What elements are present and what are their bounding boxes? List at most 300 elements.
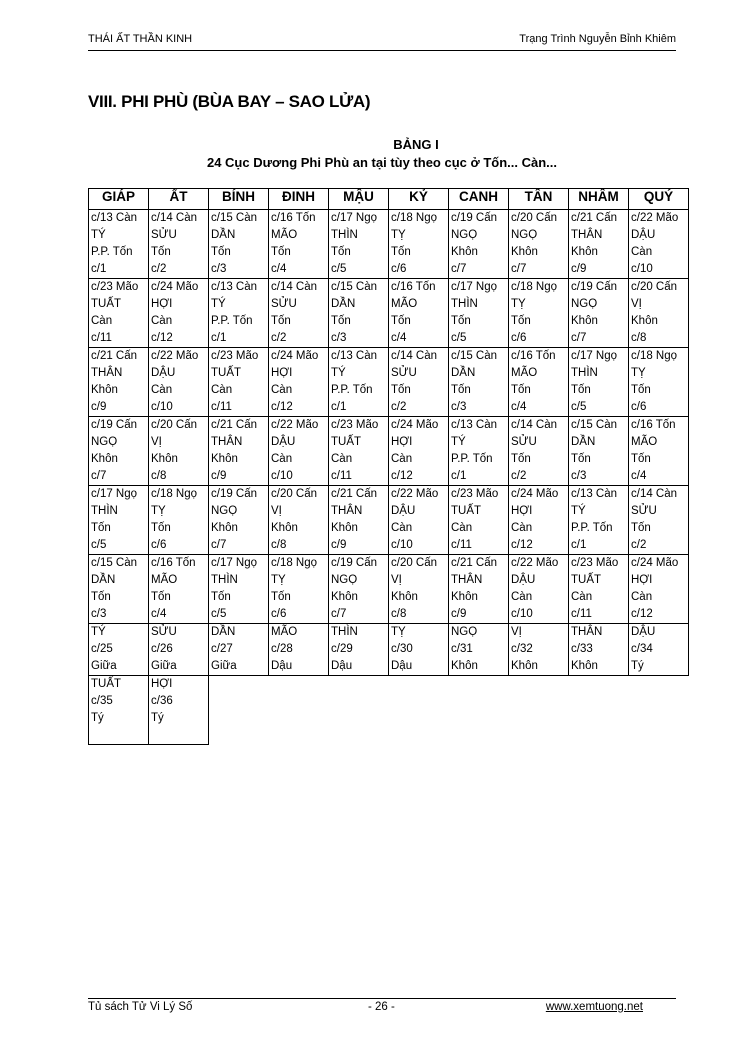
table-cell [569,279,629,348]
cell-line: c/8 [631,332,647,344]
cell-line: Dậu [391,660,413,672]
cell-line: THÌN [331,229,358,241]
cell-line: Khôn [91,384,118,396]
cell-line: c/19 Cấn [451,212,498,224]
cell-line: c/12 [151,332,173,344]
cell-line: MÃO [271,626,298,638]
cell-line: Tốn [571,384,591,396]
table-cell [569,210,629,279]
cell-line: c/14 Càn [271,281,318,293]
table-cell [149,348,209,417]
cell-line: TỴ [391,229,406,241]
empty-cell [569,676,629,745]
cell-line: c/25 [91,643,113,655]
cell-line: c/2 [271,332,287,344]
cell-line: Tốn [451,315,471,327]
column-header: ĐINH [269,189,329,210]
table-cell [269,279,329,348]
cell-line: THÌN [571,367,598,379]
cell-line: c/3 [451,401,467,413]
cell-line: c/13 Càn [331,350,378,362]
cell-line: c/18 Ngọ [391,212,438,224]
cell-line: HỢI [391,436,413,448]
cell-line: MÃO [631,436,658,448]
cell-line: SỬU [271,298,297,310]
cell-line: c/8 [271,539,287,551]
cell-line: HỢI [271,367,293,379]
cell-line: HỢI [631,574,653,586]
cell-line: c/16 Tốn [391,281,436,293]
table-cell [569,624,629,676]
cell-line: c/13 Càn [451,419,498,431]
cell-line: Khôn [211,453,238,465]
table-cell [629,486,689,555]
cell-line: HỢI [511,505,533,517]
cell-line: Càn [511,591,533,603]
cell-line: Tốn [511,315,531,327]
cell-line: c/4 [511,401,527,413]
cell-line: c/4 [391,332,407,344]
table-cell [569,417,629,486]
column-header: ẤT [149,189,209,210]
cell-line: c/15 Càn [211,212,258,224]
cell-line: c/24 Mão [151,281,199,293]
cell-line: Tốn [271,591,291,603]
cell-line: c/15 Càn [451,350,498,362]
table-row [89,676,689,745]
cell-line: c/5 [451,332,467,344]
cell-line: c/24 Mão [391,419,439,431]
table-cell [209,348,269,417]
cell-line: c/19 Cấn [211,488,258,500]
table-cell [629,279,689,348]
cell-line: Giữa [91,660,117,672]
cell-line: c/24 Mão [511,488,559,500]
cell-line: c/7 [571,332,587,344]
cell-line: c/23 Mão [571,557,619,569]
cell-line: Khôn [91,453,118,465]
cell-line: DẬU [151,367,176,379]
header-author: Trạng Trình Nguyễn Bỉnh Khiêm [519,33,676,45]
cell-line: c/14 Càn [391,350,438,362]
cell-line: DẬU [631,229,656,241]
cell-line: Càn [271,384,293,396]
cell-line: NGỌ [511,229,538,241]
cell-line: SỬU [511,436,537,448]
cell-line: c/8 [391,608,407,620]
table-cell [209,624,269,676]
table-cell [389,210,449,279]
cell-line: c/14 Càn [631,488,678,500]
cell-line: Càn [391,522,413,534]
column-header: KỶ [389,189,449,210]
cell-line: c/9 [91,401,107,413]
cell-line: THÂN [571,229,603,241]
table-cell [449,348,509,417]
cell-line: c/21 Cấn [91,350,138,362]
empty-cell [269,676,329,745]
table-row [89,279,689,348]
table-cell [389,555,449,624]
cell-line: Tốn [211,246,231,258]
cell-line: TỴ [391,626,406,638]
cell-line: THÌN [331,626,358,638]
cell-line: Khôn [571,660,598,672]
table-cell [149,210,209,279]
cell-line: c/4 [151,608,167,620]
cell-line: c/19 Cấn [571,281,618,293]
cell-line: c/27 [211,643,233,655]
cell-line: Tốn [451,384,471,396]
cell-line: SỬU [391,367,417,379]
table-row [89,624,689,676]
table-cell [89,210,149,279]
cell-line: c/9 [571,263,587,275]
cell-line: P.P. Tốn [451,453,493,465]
cell-line: c/21 Cấn [571,212,618,224]
table-cell [269,555,329,624]
cell-line: Tý [91,712,104,724]
cell-line: DẬU [511,574,536,586]
cell-line: c/35 [91,695,113,707]
cell-line: c/11 [331,470,352,482]
table-cell [509,210,569,279]
cell-line: TỴ [151,505,166,517]
cell-line: Càn [151,315,173,327]
cell-line: c/4 [631,470,647,482]
table-cell [89,486,149,555]
table-cell [449,624,509,676]
cell-line: VỊ [151,436,162,448]
table-cell [629,417,689,486]
cell-line: Giữa [151,660,177,672]
table-cell [449,417,509,486]
table-cell [89,348,149,417]
table-cell [209,210,269,279]
cell-line: TUẤT [91,298,122,310]
cell-line: c/19 Cấn [331,557,378,569]
cell-line: Khôn [451,246,478,258]
cell-line: c/17 Ngọ [331,212,378,224]
cell-line: c/23 Mão [91,281,139,293]
cell-line: Khôn [571,246,598,258]
cell-line: Càn [91,315,113,327]
table-cell [389,348,449,417]
cell-line: THÌN [451,298,478,310]
cell-line: c/16 Tốn [511,350,556,362]
cell-line: TỴ [271,574,286,586]
cell-line: Khôn [391,591,418,603]
cell-line: c/11 [451,539,472,551]
cell-line: c/20 Cấn [511,212,558,224]
cell-line: c/21 Cấn [331,488,378,500]
cell-line: c/3 [571,470,587,482]
table-cell [149,624,209,676]
cell-line: c/1 [571,539,587,551]
table-cell [629,555,689,624]
table-cell [89,417,149,486]
table-cell [269,486,329,555]
cell-line: c/18 Ngọ [151,488,198,500]
cell-line: THÂN [211,436,243,448]
table-cell [509,555,569,624]
table-cell [89,676,149,745]
table-cell [449,486,509,555]
cell-line: c/28 [271,643,293,655]
table-cell [629,210,689,279]
table-cell [389,624,449,676]
cell-line: SỬU [151,626,177,638]
cell-line: TÝ [571,505,586,517]
cell-line: Khôn [331,522,358,534]
cell-line: c/7 [511,263,527,275]
table-row [89,348,689,417]
cell-line: c/13 Càn [211,281,258,293]
table-cell [509,279,569,348]
cell-line: c/11 [211,401,232,413]
cell-line: c/7 [211,539,227,551]
table-cell [569,486,629,555]
column-header: CANH [449,189,509,210]
cell-line: TUẤT [571,574,602,586]
table-cell [209,279,269,348]
cell-line: c/23 Mão [451,488,499,500]
table-cell [89,624,149,676]
cell-line: Tốn [391,246,411,258]
cell-line: c/9 [331,539,347,551]
cell-line: c/20 Cấn [631,281,678,293]
table-cell [269,210,329,279]
column-header: MẬU [329,189,389,210]
table-row [89,417,689,486]
cell-line: Khôn [451,591,478,603]
cell-line: c/5 [331,263,347,275]
table-cell [269,624,329,676]
cell-line: Khôn [571,315,598,327]
table-cell [329,555,389,624]
column-header: QUÝ [629,189,689,210]
cell-line: Càn [511,522,533,534]
cell-line: Tý [151,712,164,724]
header-book-title: THÁI ẤT THẦN KINH [88,33,193,45]
cell-line: Dậu [331,660,353,672]
cell-line: c/3 [331,332,347,344]
cell-line: c/22 Mão [631,212,679,224]
cell-line: c/17 Ngọ [211,557,258,569]
empty-cell [209,676,269,745]
cell-line: Càn [631,246,653,258]
cell-line: VỊ [631,298,642,310]
cell-line: c/3 [211,263,227,275]
cell-line: c/6 [631,401,647,413]
cell-line: c/14 Càn [151,212,198,224]
cell-line: Giữa [211,660,237,672]
cell-line: c/10 [151,401,173,413]
cell-line: c/5 [91,539,107,551]
cell-line: SỬU [631,505,657,517]
cell-line: c/31 [451,643,473,655]
cell-line: c/2 [631,539,647,551]
cell-line: Càn [391,453,413,465]
column-header: TÂN [509,189,569,210]
cell-line: c/2 [511,470,527,482]
cell-line: THÂN [451,574,483,586]
cell-line: c/19 Cấn [91,419,138,431]
cell-line: c/22 Mão [271,419,319,431]
cell-line: c/5 [571,401,587,413]
cell-line: c/29 [331,643,353,655]
cell-line: c/12 [631,608,653,620]
cell-line: c/32 [511,643,533,655]
cell-line: c/8 [151,470,167,482]
cell-line: TÝ [451,436,466,448]
table-cell [509,486,569,555]
cell-line: c/18 Ngọ [271,557,318,569]
cell-line: VỊ [391,574,402,586]
cell-line: Khôn [511,246,538,258]
cell-line: c/21 Cấn [211,419,258,431]
cell-line: c/11 [91,332,112,344]
table-cell [389,417,449,486]
cell-line: THÌN [91,505,118,517]
cell-line: TÝ [211,298,226,310]
cell-line: Tốn [271,315,291,327]
table-cell [149,486,209,555]
cell-line: DẦN [211,626,236,638]
cell-line: MÃO [151,574,178,586]
table-cell [449,210,509,279]
cell-line: Khôn [511,660,538,672]
cell-line: Khôn [631,315,658,327]
cell-line: MÃO [511,367,538,379]
cell-line: Tốn [151,246,171,258]
cell-line: c/15 Càn [571,419,618,431]
cell-line: TUẤT [91,678,122,690]
cell-line: c/10 [271,470,293,482]
cell-line: c/24 Mão [631,557,679,569]
cell-line: Tốn [211,591,231,603]
cell-line: c/22 Mão [391,488,439,500]
cell-line: c/16 Tốn [151,557,196,569]
cell-line: c/10 [631,263,653,275]
cell-line: NGỌ [331,574,358,586]
cell-line: Tốn [631,384,651,396]
cell-line: NGỌ [451,626,478,638]
cell-line: c/3 [91,608,107,620]
cell-line: TUẤT [211,367,242,379]
cell-line: c/36 [151,695,173,707]
section-title: VIII. PHI PHÙ (BÙA BAY – SAO LỬA) [88,92,371,111]
cell-line: TUẤT [451,505,482,517]
cell-line: Càn [271,453,293,465]
table-cell [209,417,269,486]
table-cell [329,417,389,486]
cell-line: Tốn [271,246,291,258]
cell-line: c/20 Cấn [151,419,198,431]
table-cell [509,624,569,676]
cell-line: HỢI [151,298,173,310]
cell-line: P.P. Tốn [211,315,253,327]
cell-line: Khôn [271,522,298,534]
table-subtitle: 24 Cục Dương Phi Phù an tại tùy theo cục ở Tốn... Càn... [206,155,558,170]
cell-line: c/34 [631,643,653,655]
cell-line: TỴ [631,367,646,379]
empty-cell [629,676,689,745]
cell-line: VỊ [511,626,522,638]
phi-phu-table [88,188,689,745]
cell-line: NGỌ [571,298,598,310]
cell-line: c/1 [211,332,227,344]
cell-line: Tốn [391,384,411,396]
table-cell [269,417,329,486]
cell-line: c/1 [451,470,467,482]
cell-line: Tốn [331,246,351,258]
cell-line: P.P. Tốn [571,522,613,534]
cell-line: c/13 Càn [571,488,618,500]
cell-line: c/23 Mão [211,350,259,362]
cell-line: DẦN [571,436,596,448]
cell-line: MÃO [391,298,418,310]
table-cell [149,417,209,486]
cell-line: TỴ [511,298,526,310]
table-cell [569,348,629,417]
cell-line: c/15 Càn [331,281,378,293]
cell-line: Khôn [331,591,358,603]
cell-line: c/6 [391,263,407,275]
cell-line: Tốn [631,522,651,534]
table-caption: BẢNG I [393,137,439,152]
cell-line: THÂN [571,626,603,638]
table-cell [449,279,509,348]
table-cell [629,348,689,417]
cell-line: NGỌ [91,436,118,448]
cell-line: Tốn [571,453,591,465]
cell-line: DẦN [91,574,116,586]
cell-line: DẦN [211,229,236,241]
cell-line: DẦN [331,298,356,310]
table-cell [89,555,149,624]
cell-line: c/17 Ngọ [91,488,138,500]
cell-line: NGỌ [211,505,238,517]
table-cell [209,486,269,555]
table-cell [329,624,389,676]
table-cell [149,676,209,745]
cell-line: c/17 Ngọ [451,281,498,293]
table-cell [629,624,689,676]
cell-line: Tý [631,660,644,672]
cell-line: Tốn [511,453,531,465]
table-cell [269,348,329,417]
cell-line: Tốn [91,591,111,603]
footer-website-link[interactable]: www.xemtuong.net [545,1001,643,1013]
cell-line: DẬU [631,626,656,638]
cell-line: c/21 Cấn [451,557,498,569]
cell-line: c/30 [391,643,413,655]
cell-line: c/7 [91,470,107,482]
cell-line: c/1 [91,263,107,275]
cell-line: MÃO [271,229,298,241]
table-cell [509,417,569,486]
cell-line: Tốn [331,315,351,327]
table-cell [509,348,569,417]
cell-line: Khôn [211,522,238,534]
cell-line: c/13 Càn [91,212,138,224]
cell-line: Càn [631,591,653,603]
cell-line: c/5 [211,608,227,620]
cell-line: c/6 [511,332,527,344]
table-row [89,210,689,279]
cell-line: c/12 [271,401,293,413]
